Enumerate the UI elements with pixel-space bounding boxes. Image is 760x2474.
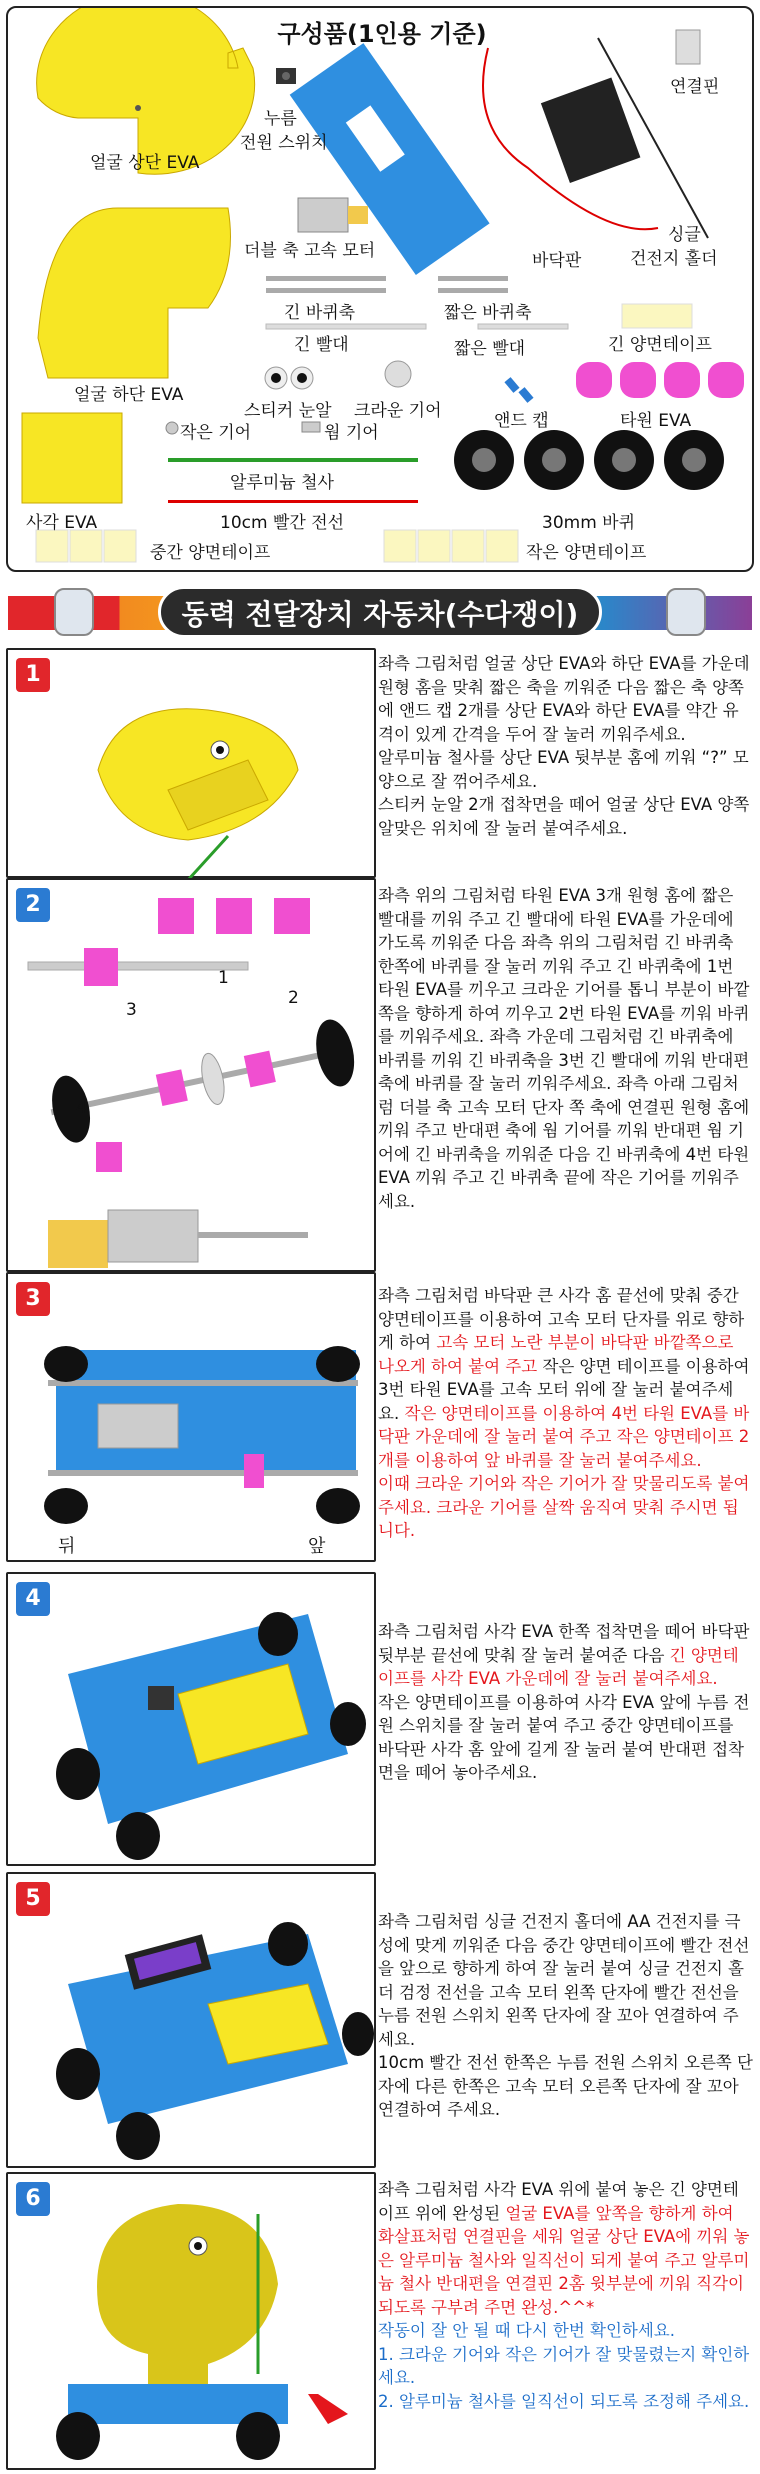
label-square-eva: 사각 EVA <box>26 513 98 533</box>
parts-panel <box>6 6 754 572</box>
label-face-top: 얼굴 상단 EVA <box>90 153 200 173</box>
step-6-run-highlight: 얼굴 EVA를 앞쪽을 향하게 하여 화살표처럼 연결핀을 세워 얼굴 상단 EVA에 끼워 놓은 알루미늄 철사와 일직선이 되게 붙여 주고 알루미늄 철사 반대편을 연결핀 2홈 윗부분에 끼워 직각이 되도록 구부려 주면 완성.^^* <box>378 2203 750 2317</box>
label-battery-holder-1: 싱글 <box>668 225 701 245</box>
battery-holder-image <box>483 38 708 238</box>
step-2-label-4: 4 <box>76 1098 87 1118</box>
step-4-illustration <box>8 1574 378 1868</box>
step-6-paragraph <box>378 2319 754 2343</box>
aluminum-wire-image <box>168 458 418 462</box>
label-push-switch-1: 누름 <box>264 109 297 129</box>
small-tape-image <box>384 530 416 562</box>
step-3-label-front: 앞 <box>308 1536 326 1557</box>
step-1-text <box>378 652 754 840</box>
step-5-paragraph <box>378 2051 754 2122</box>
step-2-run: 좌측 위의 그림처럼 타원 EVA 3개 원형 홈에 짧은 빨대를 끼워 주고 긴 빨대에 타원 EVA를 가운데에 가도록 끼워준 다음 좌측 위의 그림처럼 긴 바퀴축 한쪽에 바퀴를 잘 눌러 끼워 주고 긴 바퀴축에 1번 타원 EVA를 끼우고 크라운 기어를 톱니 부분이 바깥쪽을 향하게 하여 끼우고 2번 타원 EVA를 끼워 바퀴를 끼워주세요. 좌측 가운데 그림처럼 긴 바퀴축에 바퀴를 끼워 긴 바퀴축을 3번 긴 빨대에 끼워 반대편 축에 바퀴를 잘 눌러 끼워주세요. 좌측 아래 그림처럼 더블 축 고속 모터 단자 쪽 축에 연결핀 원형 홈에 끼워 주고 반대편 축에 웜 기어를 끼워 반대편 웜 기어에 긴 바퀴축을 끼워준 다음 긴 바퀴축에 4번 타원 EVA 끼워 주고 긴 바퀴축 끝에 작은 기어를 끼워주세요. <box>378 886 750 1211</box>
step-2-illustration <box>8 880 378 1274</box>
sticker-eye-image <box>265 367 313 389</box>
title-banner <box>8 586 752 638</box>
step-5-run: 10cm 빨간 전선 한쪽은 누름 전원 스위치 오른쪽 단자에 다른 한쪽은 고속 모터 오른쪽 단자에 잘 꼬아 연결하여 주세요. <box>378 2053 754 2119</box>
face-bottom-eva-image <box>38 208 231 378</box>
label-long-tape: 긴 양면테이프 <box>608 335 712 355</box>
step-2-number: 2 <box>16 888 50 922</box>
label-connector-pin: 연결핀 <box>670 77 720 97</box>
step-2-paragraph <box>378 884 754 1213</box>
label-base-plate: 바닥판 <box>532 251 582 271</box>
step-6-paragraph <box>378 2390 754 2414</box>
label-mid-tape: 중간 양면테이프 <box>150 543 271 563</box>
step-4-paragraph <box>378 1620 754 1691</box>
step-6-run: 좌측 그림처럼 사각 EVA 위에 붙여 놓은 긴 양면테이프 위에 완성된 <box>378 2180 739 2223</box>
banner-title: 동력 전달장치 자동차(수다쟁이) <box>158 586 602 638</box>
step-2-image-panel <box>6 878 376 1272</box>
step-5-number: 5 <box>16 1882 50 1916</box>
step-5-paragraph <box>378 1910 754 2051</box>
step-3-number: 3 <box>16 1282 50 1316</box>
label-aluminum-wire: 알루미늄 철사 <box>230 473 334 493</box>
mid-tape-image <box>36 530 68 562</box>
step-2-label-2: 2 <box>288 988 299 1008</box>
label-battery-holder-2: 건전지 홀더 <box>630 249 718 269</box>
label-crown-gear: 크라운 기어 <box>354 401 442 421</box>
step-1-run: 좌측 그림처럼 얼굴 상단 EVA와 하단 EVA를 가운데 원형 홈을 맞춰 짧은 축을 끼워준 다음 짧은 축 양쪽에 앤드 캡 2개를 상단 EVA와 하단 EVA를 약간 유격이 있게 간격을 두어 잘 눌러 끼워주세요. <box>378 654 750 744</box>
label-end-cap: 앤드 캡 <box>494 411 549 431</box>
step-3-image-panel <box>6 1272 376 1562</box>
parts-title: 구성품(1인용 기준) <box>277 20 487 48</box>
step-3-run-highlight: 이때 크라운 기어와 작은 기어가 잘 맞물리도록 붙여주세요. 크라운 기어를 살짝 움직여 맞춰 주시면 됩니다. <box>378 1474 750 1540</box>
step-1-paragraph <box>378 652 754 746</box>
push-switch-image <box>276 68 296 84</box>
end-cap-image <box>504 377 533 403</box>
step-5-run: 좌측 그림처럼 싱글 건전지 홀더에 AA 건전지를 극성에 맞게 끼워준 다음 중간 양면테이프에 빨간 전선을 앞으로 향하게 하여 잘 눌러 붙여 싱글 건전지 홀더 검정 전선을 고속 모터 왼쪽 단자에 빨간 전선을 누름 전원 스위치 왼쪽 단자에 잘 꼬아 연결하여 주세요. <box>378 1912 750 2049</box>
step-6-image-panel <box>6 2172 376 2470</box>
step-4-paragraph <box>378 1691 754 1785</box>
worm-gear-image <box>302 422 320 432</box>
label-small-tape: 작은 양면테이프 <box>526 543 647 563</box>
label-motor: 더블 축 고속 모터 <box>244 241 376 261</box>
step-4-run: 작은 양면테이프를 이용하여 사각 EVA 앞에 누름 전원 스위치를 잘 눌러 붙여 주고 중간 양면테이프를 바닥판 사각 홈 앞에 길게 잘 눌러 붙여 반대편 접착면을 떼어 놓아주세요. <box>378 1692 750 1782</box>
step-1-number: 1 <box>16 658 50 692</box>
wheel-image <box>454 430 724 490</box>
square-eva-image <box>22 413 122 503</box>
small-gear-image <box>166 422 178 434</box>
robot-right-icon <box>666 588 706 636</box>
parts-illustrations <box>8 8 756 574</box>
label-small-gear: 작은 기어 <box>180 423 252 443</box>
step-1-image-panel <box>6 648 376 878</box>
label-red-wire: 10cm 빨간 전선 <box>220 513 345 533</box>
step-6-check-note: 작동이 잘 안 될 때 다시 한번 확인하세요. <box>378 2321 675 2340</box>
step-1-paragraph <box>378 746 754 793</box>
step-4-image-panel <box>6 1572 376 1866</box>
step-1-run: 스티커 눈알 2개 접착면을 떼어 얼굴 상단 EVA 양쪽 알맞은 위치에 잘 눌러 붙여주세요. <box>378 795 750 838</box>
step-6-text <box>378 2178 754 2413</box>
step-4-number: 4 <box>16 1582 50 1616</box>
step-3-label-back: 뒤 <box>58 1536 76 1557</box>
step-5-illustration <box>8 1874 378 2170</box>
label-face-bottom: 얼굴 하단 EVA <box>74 385 184 405</box>
step-3-illustration <box>8 1274 378 1564</box>
step-1-paragraph <box>378 793 754 840</box>
long-straw-image <box>266 324 426 329</box>
step-1-run: 알루미늄 철사를 상단 EVA 뒷부분 홈에 끼워 “?” 모양으로 잘 꺾어주세요. <box>378 748 749 791</box>
label-long-straw: 긴 빨대 <box>294 335 349 355</box>
red-wire-image <box>168 500 418 503</box>
step-5-text <box>378 1910 754 2122</box>
connector-pin-image <box>676 30 700 64</box>
step-6-paragraph <box>378 2343 754 2390</box>
label-sticker-eye: 스티커 눈알 <box>244 401 332 421</box>
round-eva-image <box>576 362 744 398</box>
label-round-eva: 타원 EVA <box>620 411 692 431</box>
step-6-check-2: 2. 알루미늄 철사를 일직선이 되도록 조정해 주세요. <box>378 2391 750 2411</box>
long-axle-image <box>266 276 386 281</box>
step-3-run-highlight: 고속 모터 노란 부분이 바닥판 바깥쪽으로 나오게 하여 붙여 주고 <box>378 1333 734 1376</box>
step-3-run: 좌측 그림처럼 바닥판 큰 사각 홈 끝선에 맞춰 중간 양면테이프를 이용하여 고속 모터 단자를 위로 향하게 하여 <box>378 1286 745 1352</box>
step-3-text <box>378 1284 754 1543</box>
step-6-paragraph <box>378 2178 754 2319</box>
step-2-label-1: 1 <box>218 968 229 988</box>
robot-left-icon <box>54 588 94 636</box>
step-4-run-highlight: 긴 양면테이프를 사각 EVA 가운데에 잘 눌러 붙여주세요. <box>378 1645 739 1688</box>
step-6-number: 6 <box>16 2182 50 2216</box>
label-push-switch-2: 전원 스위치 <box>240 133 328 153</box>
label-worm-gear: 웜 기어 <box>324 423 379 443</box>
step-6-illustration <box>8 2174 378 2472</box>
step-4-text <box>378 1620 754 1785</box>
step-1-illustration <box>8 650 378 880</box>
long-tape-image <box>622 304 692 328</box>
short-straw-image <box>478 324 568 329</box>
step-3-run-highlight: 작은 양면테이프를 이용하여 4번 타원 EVA를 바닥판 가운데에 잘 눌러 붙여 주고 작은 양면테이프 2개를 이용하여 앞 바퀴를 잘 눌러 붙여주세요. <box>378 1403 750 1470</box>
step-3-paragraph <box>378 1472 754 1543</box>
short-axle-image <box>438 276 508 281</box>
step-2-label-3: 3 <box>126 1000 137 1020</box>
step-6-check-1: 1. 크라운 기어와 작은 기어가 잘 맞물렸는지 확인하세요. <box>378 2344 750 2387</box>
step-3-paragraph <box>378 1284 754 1472</box>
step-5-image-panel <box>6 1872 376 2168</box>
label-long-axle: 긴 바퀴축 <box>284 303 356 323</box>
label-short-axle: 짧은 바퀴축 <box>444 303 532 323</box>
step-4-run: 좌측 그림처럼 사각 EVA 한쪽 접착면을 떼어 바닥판 뒷부분 끝선에 맞춰 잘 눌러 붙여준 다음 <box>378 1622 750 1665</box>
crown-gear-image <box>385 361 411 387</box>
label-short-straw: 짧은 빨대 <box>454 339 526 359</box>
step-2-text <box>378 884 754 1213</box>
label-wheel: 30mm 바퀴 <box>542 513 635 533</box>
step-3-run: 작은 양면 테이프를 이용하여 3번 타원 EVA를 고속 모터 위에 잘 눌러 붙여주세요. <box>378 1356 750 1423</box>
motor-image <box>298 198 368 232</box>
